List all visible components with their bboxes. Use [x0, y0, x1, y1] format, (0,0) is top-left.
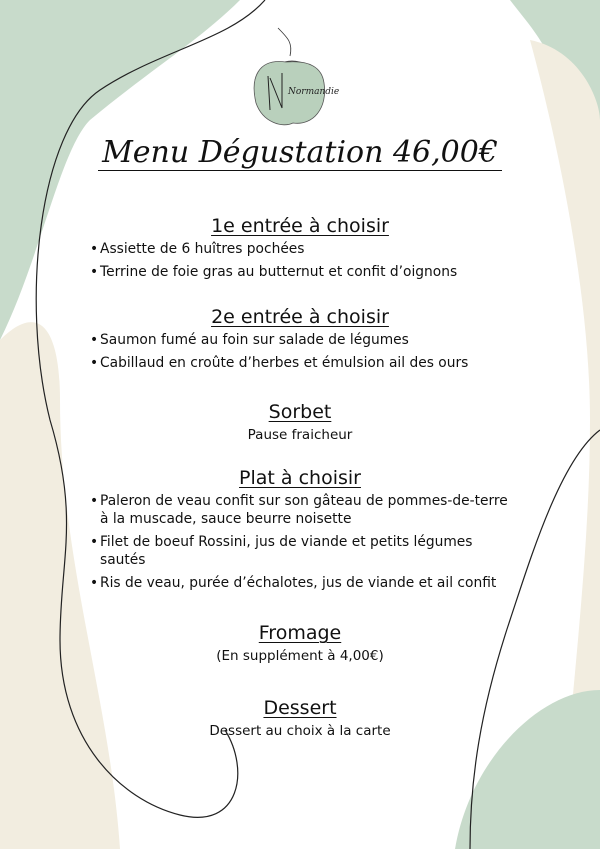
section-heading: Sorbet — [268, 401, 332, 423]
menu-item: • Filet de boeuf Rossini, jus de viande et petits légumes sautés — [100, 533, 520, 569]
menu-item: • Cabillaud en croûte d’herbes et émulsion ail des ours — [100, 354, 520, 372]
menu-title — [0, 135, 600, 170]
logo — [248, 18, 340, 128]
section-sorbet — [0, 400, 600, 444]
menu-item: • Assiette de 6 huîtres pochées — [100, 240, 520, 258]
menu-item: • Ris de veau, purée d’échalotes, jus de viande et ail confit — [100, 574, 520, 592]
section-dessert — [0, 696, 600, 740]
logo-text: Normandie — [288, 87, 340, 97]
menu-item: • Terrine de foie gras au butternut et confit d’oignons — [100, 263, 520, 281]
section-heading: Dessert — [263, 697, 337, 719]
section-heading: 1e entrée à choisir — [211, 215, 389, 237]
section-first-starter — [0, 214, 600, 286]
menu-item: • Paleron de veau confit sur son gâteau de pommes-de-terre à la muscade, sauce beurre noisette — [100, 492, 520, 528]
menu-title-text: Menu Dégustation 46,00€ — [98, 135, 502, 171]
section-heading: Plat à choisir — [239, 467, 361, 489]
menu-item: • Saumon fumé au foin sur salade de légumes — [100, 331, 520, 349]
section-subtitle: Dessert au choix à la carte — [209, 723, 391, 739]
section-cheese — [0, 621, 600, 665]
section-main — [0, 466, 600, 597]
section-second-starter — [0, 305, 600, 377]
section-subtitle: Pause fraicheur — [247, 427, 353, 443]
section-heading: Fromage — [258, 622, 342, 644]
section-heading: 2e entrée à choisir — [211, 306, 389, 328]
section-subtitle: (En supplément à 4,00€) — [216, 648, 384, 664]
